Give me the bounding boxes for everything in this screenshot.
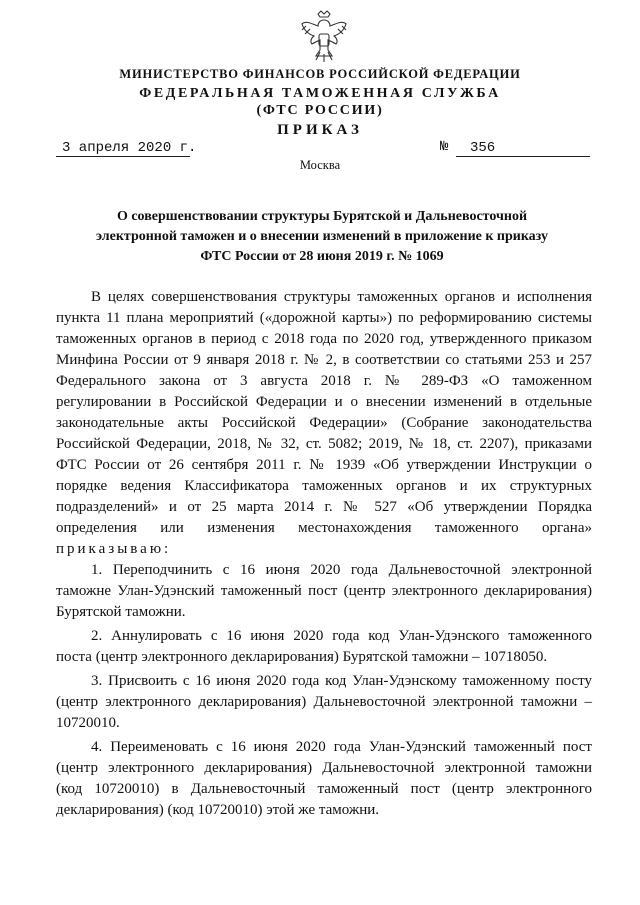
number-underline [456, 156, 590, 157]
service-abbreviation: (ФТС РОССИИ) [256, 103, 384, 118]
item-4-line: декларирования) (код 10720010) этой же таможни. [56, 802, 380, 818]
body-line: пункта 11 плана мероприятий («дорожной карты») по реформированию системы [56, 310, 592, 326]
item-4-line: (центр электронного декларирования) Дальневосточной электронной таможни [56, 760, 592, 776]
item-3-line: 10720010. [56, 715, 120, 731]
body-line: определения или изменения местонахождения таможенного органа» [56, 520, 592, 536]
body-line: регулировании в Российской Федерации и о внесении изменений в отдельные [56, 394, 592, 410]
body-line: подразделений» и от 25 марта 2014 г. № 527 «Об утверждении Порядка [56, 499, 592, 515]
item-2-line: 2. Аннулировать с 16 июня 2020 года код Улан-Удэнского таможенного [91, 628, 592, 644]
item-4-line: 4. Переименовать с 16 июня 2020 года Улан-Удэнский таможенный пост [91, 739, 592, 755]
item-3-line: 3. Присвоить с 16 июня 2020 года код Улан-Удэнскому таможенному посту [91, 673, 592, 689]
title-line: ФТС России от 28 июня 2019 г. № 1069 [200, 249, 444, 264]
body-line: таможенных органов в период с 2018 года по 2020 год, утвержденного приказом [56, 331, 592, 347]
ministry-heading: МИНИСТЕРСТВО ФИНАНСОВ РОССИЙСКОЙ ФЕДЕРАЦИИ [119, 67, 521, 81]
order-number-label: № [440, 139, 449, 155]
body-line: законодательные акты Российской Федерации» (Собрание законодательства [56, 415, 592, 431]
order-number: 356 [470, 140, 496, 156]
item-3-line: (центр электронного декларирования) Дальневосточной электронной таможни – [56, 694, 592, 710]
title-line: электронной таможен и о внесении изменений в приложение к приказу [95, 229, 549, 244]
body-line: Российской Федерации, 2018, № 32, ст. 5082; 2019, № 18, ст. 2207), приказами [56, 436, 592, 452]
order-title [88, 207, 556, 267]
order-body [56, 287, 592, 821]
item-2-line: поста (центр электронного декларирования) Бурятской таможни – 10718050. [56, 649, 548, 665]
document-type: ПРИКАЗ [277, 122, 363, 138]
body-line: Федерального закона от 3 августа 2018 г. № 289-ФЗ «О таможенном [56, 373, 592, 389]
coat-of-arms-emblem [298, 8, 350, 66]
item-4-line: (код 10720010) в Дальневосточный таможенный пост (центр электронного [56, 781, 592, 797]
item-1-line: Бурятской таможни. [56, 604, 186, 620]
body-line: Минфина России от 9 января 2018 г. № 2, в соответствии со статьями 253 и 257 [56, 352, 592, 368]
date-underline [56, 156, 190, 157]
order-date: 3 апреля 2020 г. [62, 140, 197, 156]
title-line: О совершенствовании структуры Бурятской и Дальневосточной [116, 209, 528, 224]
body-line: порядке ведения Классификатора таможенных органов и их структурных [56, 478, 592, 494]
body-line-order-word: приказываю: [56, 541, 172, 557]
service-heading: ФЕДЕРАЛЬНАЯ ТАМОЖЕННАЯ СЛУЖБА [139, 86, 501, 101]
body-line: ФТС России от 26 сентября 2011 г. № 1939 «Об утверждении Инструкции о [56, 457, 592, 473]
item-1-line: таможне Улан-Удэнский таможенный пост (центр электронного декларирования) [56, 583, 592, 599]
city-name: Москва [299, 158, 341, 172]
body-line: В целях совершенствования структуры таможенных органов и исполнения [91, 289, 592, 305]
item-1-line: 1. Переподчинить с 16 июня 2020 года Дальневосточной электронной [91, 562, 592, 578]
